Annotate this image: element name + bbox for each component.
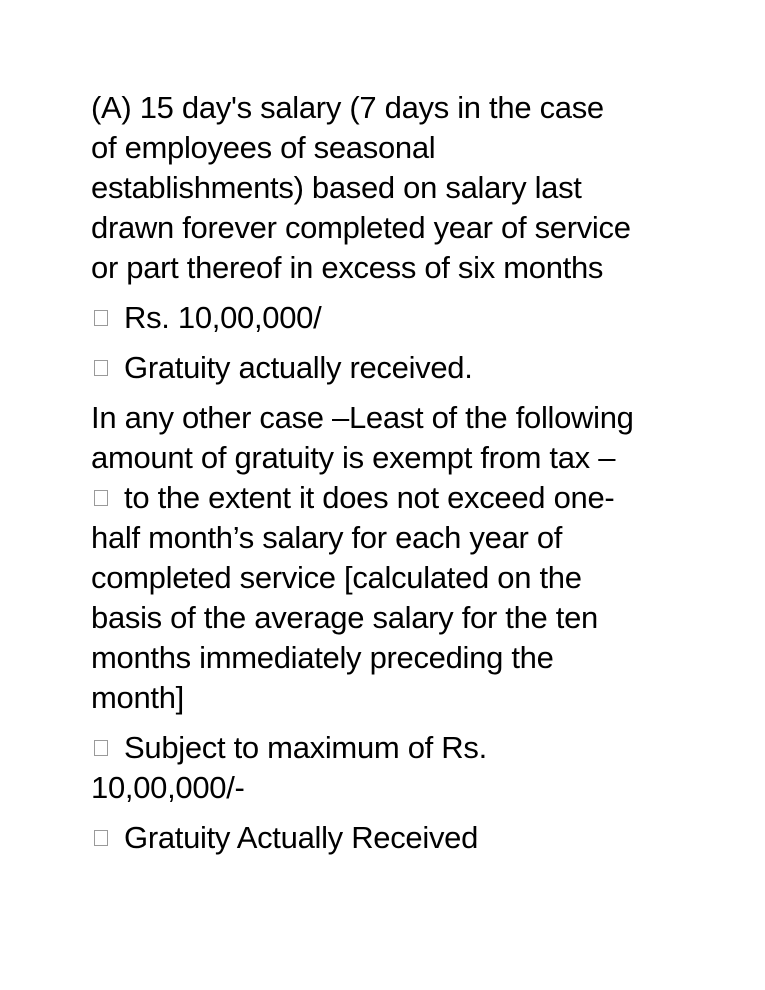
text-line: of employees of seasonal [91,130,436,165]
text-line: amount of gratuity is exempt from tax – [91,440,616,475]
empty-box-icon [94,310,108,326]
text-line: Rs. 10,00,000/ [124,300,322,335]
bullet-item-limit-rs [91,298,691,338]
text-line: half month’s salary for each year of [91,520,563,555]
text-line: months immediately preceding the [91,640,554,675]
text-line-first [91,478,691,518]
text-line: Gratuity Actually Received [124,820,479,855]
text-line: to the extent it does not exceed one- [124,480,615,515]
bullet-item-half-month [91,478,691,718]
empty-box-icon [94,740,108,756]
text-line: Gratuity actually received. [124,350,473,385]
empty-box-icon [94,360,108,376]
spacer [91,388,691,398]
spacer [91,808,691,818]
document-page [91,88,691,858]
text-line: month] [91,680,184,715]
text-line: 10,00,000/- [91,770,245,805]
text-line: basis of the average salary for the ten [91,600,598,635]
text-line: completed service [calculated on the [91,560,582,595]
empty-box-icon [94,490,108,506]
bullet-item-actual-received [91,348,691,388]
text-line: drawn forever completed year of service [91,210,631,245]
text-line: In any other case –Least of the following [91,400,634,435]
text-line: Subject to maximum of Rs. [124,730,487,765]
text-line-first [91,728,691,768]
bullet-item-max-limit [91,728,691,808]
paragraph-other-case [91,398,691,478]
spacer [91,288,691,298]
text-line: establishments) based on salary last [91,170,582,205]
text-line: (A) 15 day's salary (7 days in the case [91,90,604,125]
spacer [91,338,691,348]
paragraph-clause-a [91,88,691,288]
empty-box-icon [94,830,108,846]
text-line: or part thereof in excess of six months [91,250,604,285]
spacer [91,718,691,728]
bullet-item-actual-received-2 [91,818,691,858]
